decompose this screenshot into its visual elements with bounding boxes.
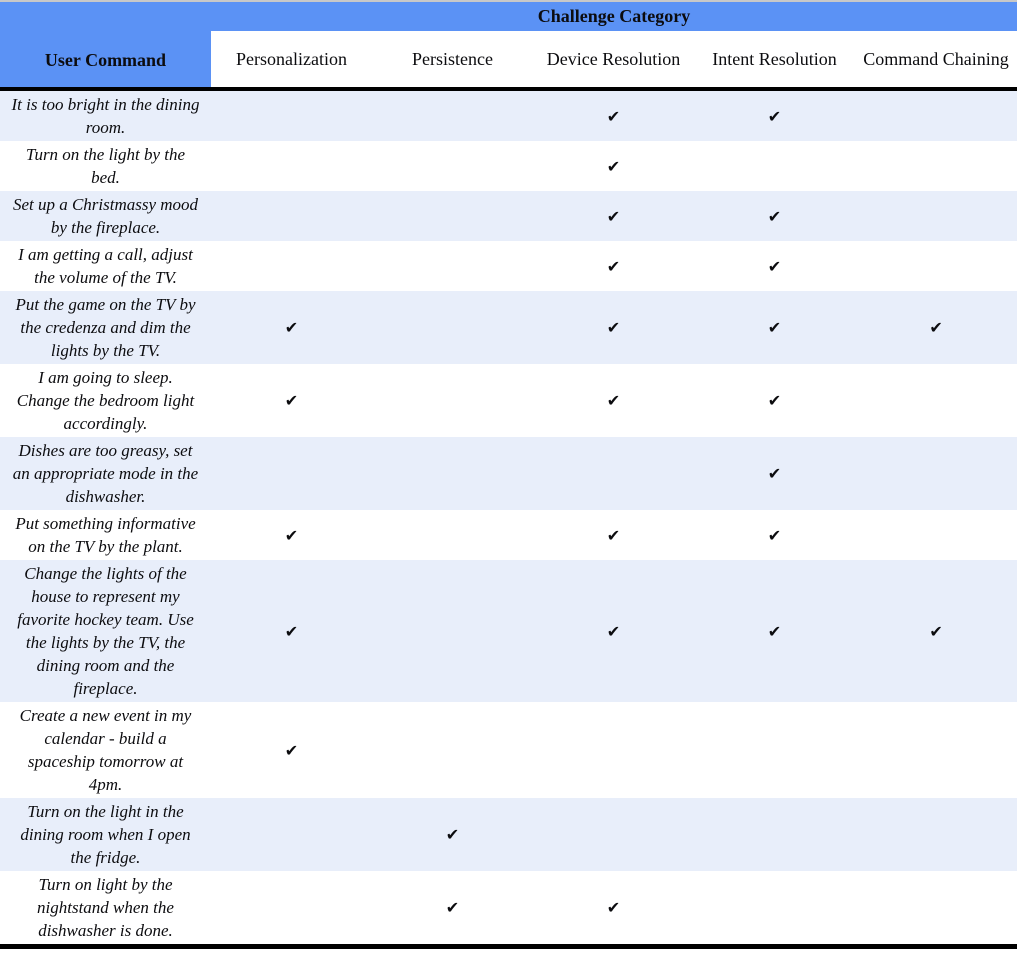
check-cell-empty bbox=[372, 141, 533, 191]
check-cell-empty bbox=[694, 871, 855, 947]
check-icon: ✔ bbox=[284, 525, 299, 545]
check-cell-empty bbox=[533, 798, 694, 871]
check-icon: ✔ bbox=[284, 621, 299, 641]
challenge-category-table bbox=[0, 2, 1017, 949]
check-cell-empty bbox=[211, 191, 372, 241]
column-header-intent-resolution: Intent Resolution bbox=[694, 31, 855, 89]
check-cell-checked bbox=[694, 291, 855, 364]
check-cell-empty bbox=[855, 241, 1017, 291]
check-icon: ✔ bbox=[767, 464, 782, 483]
check-cell-empty bbox=[372, 702, 533, 798]
check-cell-empty bbox=[855, 89, 1017, 141]
check-cell-empty bbox=[694, 141, 855, 191]
column-header-personalization: Personalization bbox=[211, 31, 372, 89]
check-cell-empty bbox=[211, 241, 372, 291]
check-cell-empty bbox=[372, 437, 533, 510]
command-cell: Dishes are too greasy, set an appropriate mode in the dishwasher. bbox=[12, 441, 199, 506]
table-row bbox=[0, 141, 1017, 191]
check-cell-checked bbox=[533, 191, 694, 241]
check-icon: ✔ bbox=[767, 525, 782, 545]
command-cell: Turn on the light in the dining room when I open the fridge. bbox=[20, 802, 191, 867]
table-header bbox=[0, 2, 1017, 89]
table-row bbox=[0, 437, 1017, 510]
table-row bbox=[0, 291, 1017, 364]
command-cell: Create a new event in my calendar - build a spaceship tomorrow at 4pm. bbox=[19, 706, 192, 794]
check-cell-empty bbox=[855, 510, 1017, 560]
command-cell: Put the game on the TV by the credenza and dim the lights by the TV. bbox=[15, 295, 196, 360]
check-cell-empty bbox=[211, 437, 372, 510]
check-cell-checked bbox=[533, 141, 694, 191]
check-cell-empty bbox=[372, 241, 533, 291]
check-cell-checked bbox=[211, 291, 372, 364]
check-icon: ✔ bbox=[606, 206, 621, 226]
table-row bbox=[0, 89, 1017, 141]
check-cell-empty bbox=[372, 291, 533, 364]
check-cell-empty bbox=[855, 437, 1017, 510]
table-row bbox=[0, 702, 1017, 798]
check-cell-checked bbox=[372, 798, 533, 871]
check-cell-checked bbox=[855, 291, 1017, 364]
check-cell-checked bbox=[211, 364, 372, 437]
check-cell-empty bbox=[694, 702, 855, 798]
check-cell-checked bbox=[533, 560, 694, 702]
command-cell: Turn on light by the nightstand when the dishwasher is done. bbox=[37, 875, 174, 940]
command-cell: Set up a Christmassy mood by the fireplace. bbox=[12, 195, 199, 237]
check-icon: ✔ bbox=[606, 391, 621, 410]
check-icon: ✔ bbox=[767, 106, 782, 126]
check-cell-empty bbox=[855, 191, 1017, 241]
column-header-command-chaining: Command Chaining bbox=[855, 31, 1017, 89]
check-cell-checked bbox=[211, 510, 372, 560]
check-cell-checked bbox=[694, 364, 855, 437]
table-row bbox=[0, 241, 1017, 291]
check-icon: ✔ bbox=[767, 318, 782, 337]
user-command-header bbox=[0, 2, 211, 89]
table-row bbox=[0, 510, 1017, 560]
check-icon: ✔ bbox=[767, 621, 782, 641]
check-cell-empty bbox=[211, 871, 372, 947]
check-cell-empty bbox=[211, 798, 372, 871]
check-icon: ✔ bbox=[606, 898, 621, 917]
check-icon: ✔ bbox=[929, 318, 943, 337]
table-row bbox=[0, 871, 1017, 947]
check-icon: ✔ bbox=[929, 621, 943, 641]
user-command-header-label: User Command bbox=[44, 50, 167, 70]
check-icon: ✔ bbox=[606, 525, 621, 545]
check-cell-checked bbox=[694, 510, 855, 560]
check-icon: ✔ bbox=[606, 318, 621, 337]
check-icon: ✔ bbox=[606, 621, 621, 641]
command-cell: I am going to sleep. Change the bedroom light accordingly. bbox=[16, 368, 195, 433]
check-cell-empty bbox=[372, 364, 533, 437]
command-cell: It is too bright in the dining room. bbox=[11, 95, 200, 137]
check-icon: ✔ bbox=[767, 391, 782, 410]
check-icon: ✔ bbox=[445, 898, 460, 917]
check-cell-checked bbox=[211, 560, 372, 702]
check-icon: ✔ bbox=[767, 206, 782, 226]
check-cell-empty bbox=[855, 798, 1017, 871]
command-cell: Change the lights of the house to represent my favorite hockey team. Use the lights by the TV, the dining room and the fireplace. bbox=[17, 564, 194, 698]
column-header-persistence: Persistence bbox=[372, 31, 533, 89]
check-cell-empty bbox=[855, 364, 1017, 437]
check-icon: ✔ bbox=[284, 740, 299, 760]
check-icon: ✔ bbox=[606, 156, 621, 176]
check-cell-empty bbox=[533, 437, 694, 510]
command-cell: I am getting a call, adjust the volume of the TV. bbox=[18, 245, 193, 287]
check-cell-checked bbox=[533, 510, 694, 560]
check-cell-checked bbox=[694, 241, 855, 291]
check-cell-empty bbox=[855, 871, 1017, 947]
table-row bbox=[0, 364, 1017, 437]
check-cell-empty bbox=[855, 141, 1017, 191]
check-cell-checked bbox=[533, 871, 694, 947]
table-row bbox=[0, 560, 1017, 702]
check-icon: ✔ bbox=[606, 106, 621, 126]
check-cell-checked bbox=[211, 702, 372, 798]
check-cell-checked bbox=[533, 89, 694, 141]
check-icon: ✔ bbox=[284, 318, 299, 337]
check-cell-empty bbox=[372, 560, 533, 702]
check-cell-empty bbox=[211, 89, 372, 141]
check-icon: ✔ bbox=[284, 391, 299, 410]
check-icon: ✔ bbox=[606, 256, 621, 276]
check-cell-checked bbox=[533, 364, 694, 437]
check-cell-empty bbox=[694, 798, 855, 871]
check-cell-checked bbox=[694, 560, 855, 702]
check-cell-empty bbox=[372, 510, 533, 560]
table-row bbox=[0, 191, 1017, 241]
column-header-device-resolution: Device Resolution bbox=[533, 31, 694, 89]
check-cell-checked bbox=[694, 89, 855, 141]
check-cell-empty bbox=[211, 141, 372, 191]
check-cell-empty bbox=[372, 191, 533, 241]
check-cell-checked bbox=[694, 191, 855, 241]
table-row bbox=[0, 798, 1017, 871]
table-body bbox=[0, 89, 1017, 947]
check-cell-checked bbox=[694, 437, 855, 510]
command-cell: Turn on the light by the bed. bbox=[25, 145, 186, 187]
check-cell-checked bbox=[855, 560, 1017, 702]
check-icon: ✔ bbox=[767, 256, 782, 276]
check-cell-empty bbox=[855, 702, 1017, 798]
check-cell-checked bbox=[533, 241, 694, 291]
check-icon: ✔ bbox=[445, 825, 460, 844]
check-cell-empty bbox=[533, 702, 694, 798]
command-cell: Put something informative on the TV by the plant. bbox=[15, 514, 196, 556]
check-cell-checked bbox=[533, 291, 694, 364]
check-cell-empty bbox=[372, 89, 533, 141]
challenge-category-header: Challenge Category bbox=[211, 2, 1017, 31]
check-cell-checked bbox=[372, 871, 533, 947]
